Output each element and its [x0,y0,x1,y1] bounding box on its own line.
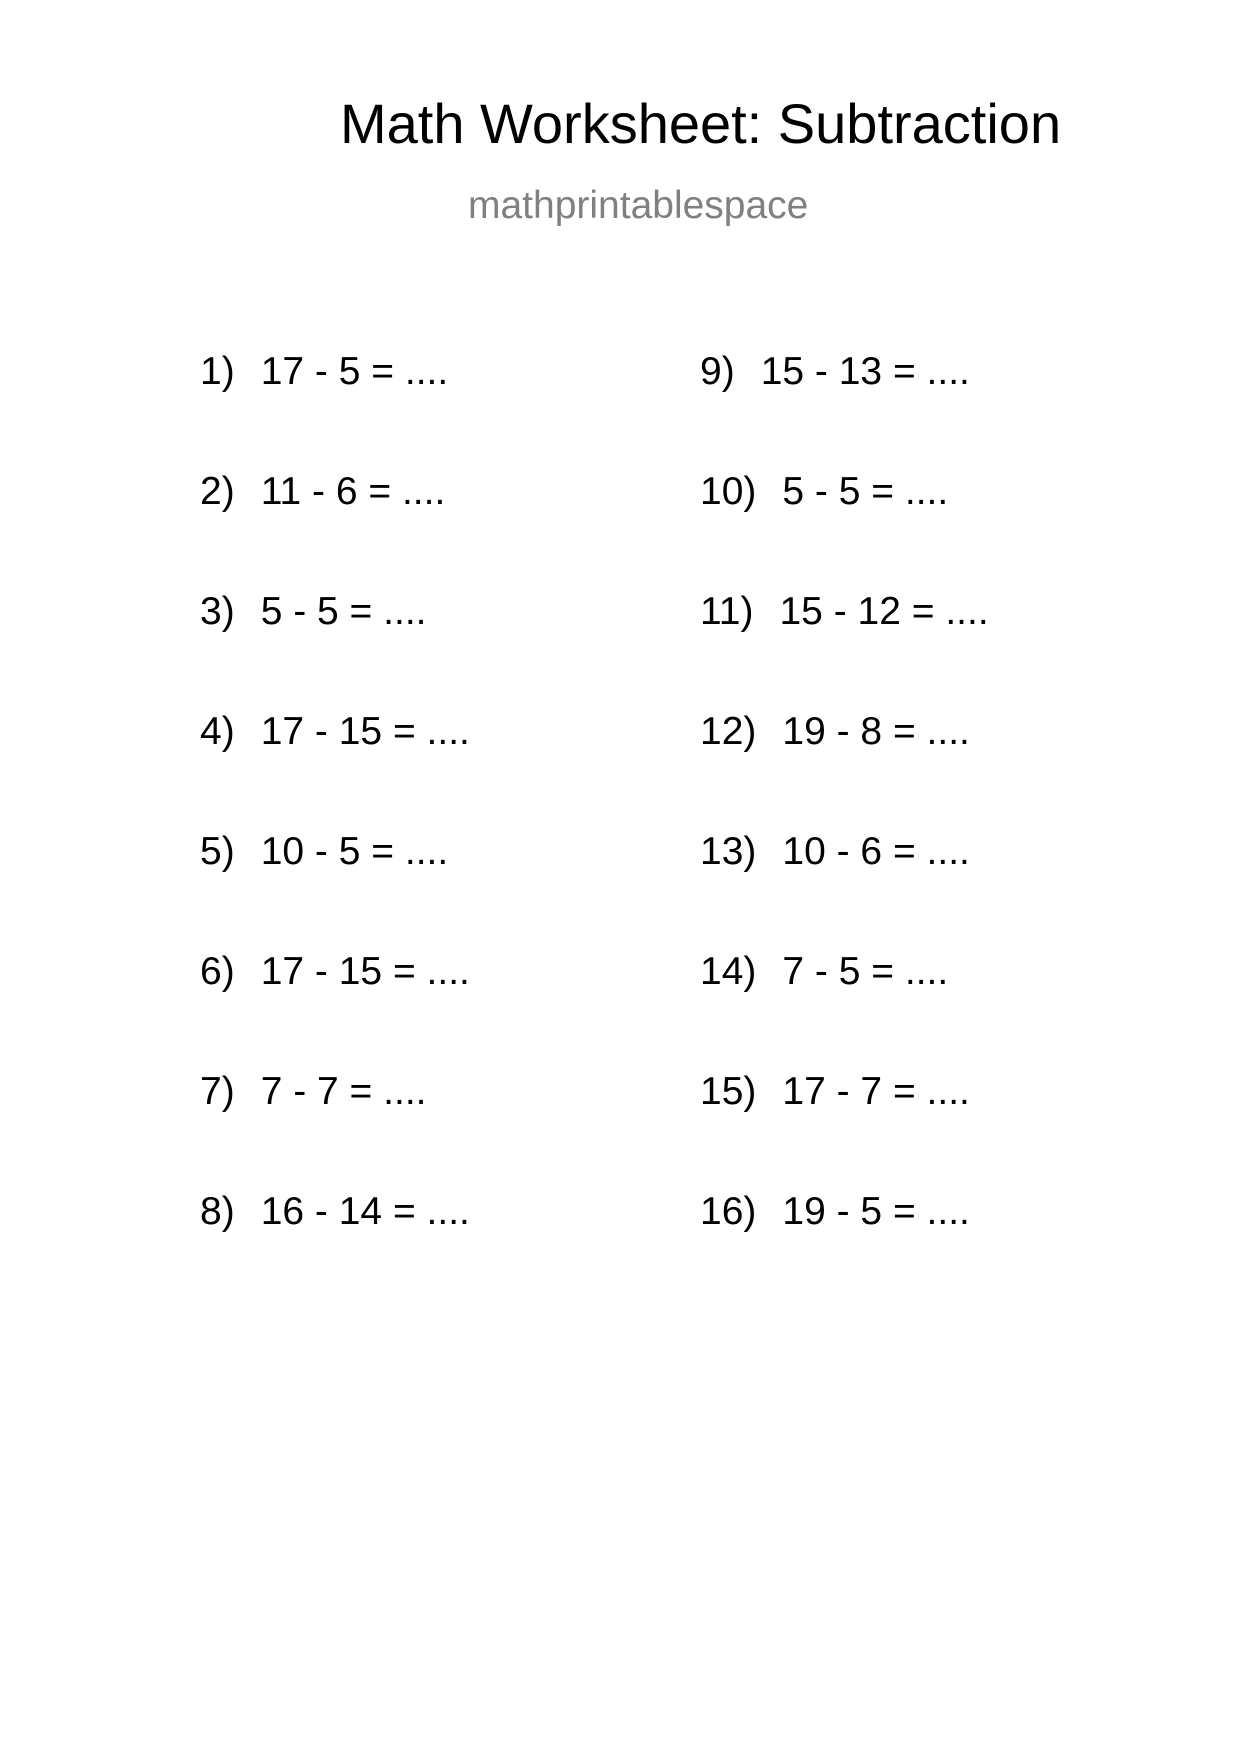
problem-number: 1) [200,350,235,393]
problem-number: 6) [200,950,235,993]
problem-expression: 17 - 7 = .... [782,1070,970,1113]
problem-13 [700,832,989,952]
problem-number: 14) [700,950,757,993]
problem-number: 5) [200,830,235,873]
problem-expression: 17 - 15 = .... [260,710,470,753]
problem-expression: 11 - 6 = .... [260,470,446,513]
problem-2 [200,472,470,592]
problem-number: 15) [700,1070,757,1113]
worksheet-subtitle: mathprintablespace [468,184,809,227]
problem-number: 12) [700,710,757,753]
problem-12 [700,712,989,832]
problem-9 [700,352,989,472]
problem-15 [700,1072,989,1192]
problem-expression: 17 - 5 = .... [260,350,449,393]
problem-expression: 10 - 6 = .... [782,830,970,873]
problem-expression: 19 - 8 = .... [782,710,970,753]
problem-number: 4) [200,710,235,753]
problem-expression: 5 - 5 = .... [260,590,427,633]
problem-expression: 17 - 15 = .... [260,950,470,993]
problem-expression: 7 - 7 = .... [260,1070,427,1113]
problem-4 [200,712,470,832]
problem-11 [700,592,989,712]
problem-expression: 10 - 5 = .... [260,830,449,873]
problem-number: 16) [700,1190,757,1233]
problem-1 [200,352,470,472]
problem-number: 13) [700,830,757,873]
problems-column-left [200,352,470,1312]
worksheet-title: Math Worksheet: Subtraction [340,92,1062,155]
problem-expression: 19 - 5 = .... [782,1190,970,1233]
problem-number: 8) [200,1190,235,1233]
problem-14 [700,952,989,1072]
problem-expression: 15 - 12 = .... [779,590,989,633]
problem-number: 10) [700,470,757,513]
problem-expression: 16 - 14 = .... [260,1190,470,1233]
problem-number: 2) [200,470,235,513]
problems-column-right [700,352,989,1312]
problem-number: 3) [200,590,235,633]
problem-3 [200,592,470,712]
problem-number: 9) [700,350,735,393]
problem-5 [200,832,470,952]
problem-16 [700,1192,989,1312]
problem-expression: 15 - 13 = .... [760,350,970,393]
problem-expression: 5 - 5 = .... [782,470,949,513]
problem-10 [700,472,989,592]
problem-7 [200,1072,470,1192]
problem-8 [200,1192,470,1312]
problem-number: 7) [200,1070,235,1113]
problem-number: 11) [700,590,754,633]
problem-expression: 7 - 5 = .... [782,950,949,993]
problem-6 [200,952,470,1072]
